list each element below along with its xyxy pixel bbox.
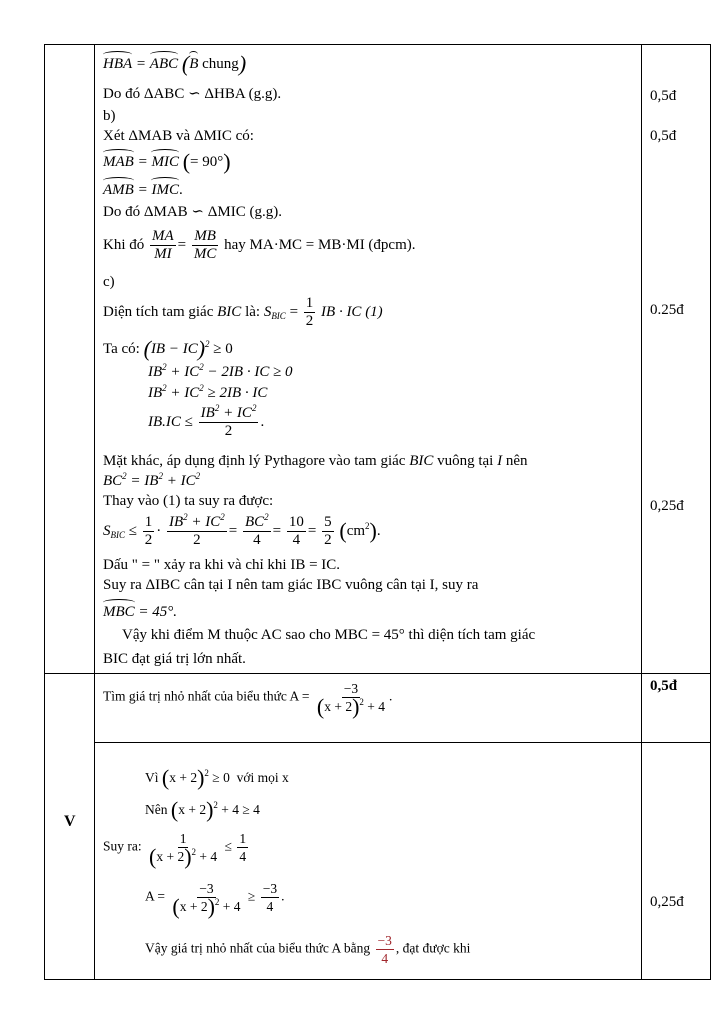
fraction-half-2: $\frac{1}{2}$: [144, 514, 153, 548]
denominator-bound: Nên $(x + 2)^2 + 4 \ge 4$: [145, 797, 260, 822]
row-divider: [94, 742, 711, 743]
consider-triangles: Xét ΔMAB và ΔMIC có:: [103, 128, 254, 144]
a-equals: A =: [145, 888, 165, 904]
fraction-a-expr: $\frac{-3}{(x + 2)^2 + 4}$: [172, 881, 241, 919]
area-bound-line: $S_{BIC}$ ≤ $\frac{1}{2}$ · $\frac{IB^2 + IC^2}{2}$ = $\frac{BC^2}{4}$ = $\frac{10}{4}$ = $\frac{5}{2}$ $(cm^2)$.: [103, 512, 381, 548]
score-5: 0,5đ: [650, 678, 678, 694]
therefore: nên: [505, 453, 528, 469]
inequality-step-2: $IB^2 + IC^2 \ge 2IB$ · IC: [148, 383, 268, 401]
reciprocal-bound: Suy ra: $\frac{1}{(x + 2)^2 + 4}$ ≤ $\frac{1}{4}$: [103, 831, 247, 869]
table-border-bottom: [44, 979, 711, 980]
fraction-sum-squares-half: $\frac{IB^2 + IC^2}{2}$: [200, 403, 257, 439]
vertex-i: I: [497, 453, 503, 469]
inequality-start: Ta có: (IB − IC)$^2$ ≥ 0: [103, 336, 233, 361]
pythagore-line: [103, 452, 528, 470]
fraction-sum-squares: $\frac{IB^2 + IC^2}{2}$: [168, 512, 225, 548]
fraction-a-definition: $\frac{-3}{(x + 2)^2 + 4}$: [316, 681, 386, 719]
min-value-text: Vậy giá trị nhỏ nhất của biểu thức A bằng: [145, 940, 371, 956]
equality-condition: Dấu " = " xảy ra khi và chỉ khi IB = IC.: [103, 557, 341, 573]
ratio-intro: Khi đó: [103, 236, 145, 253]
ratio-conclusion: hay MA·MC = MB·MI (đpcm).: [224, 236, 416, 253]
area-is: là:: [245, 303, 261, 320]
fraction-ma-mi: $\frac{MA}{MI}$: [152, 228, 174, 262]
angle-equality-line: HBA = ABC (B chung): [103, 51, 247, 76]
score-6: 0,25đ: [650, 894, 684, 910]
pythagore-intro: Mặt khác, áp dụng định lý Pythagore vào tam giác: [103, 453, 406, 469]
part-b-label: b): [103, 108, 116, 124]
table-border-right: [710, 44, 711, 980]
fraction-ten-fourths: $\frac{10}{4}$: [288, 514, 304, 548]
substitute-line: Thay vào (1) ta suy ra được:: [103, 493, 274, 509]
similarity-conclusion-b: Do đó ΔMAB ∽ ΔMIC (g.g).: [103, 204, 282, 220]
area-formula-line: Diện tích tam giác BIC là: $S_{BIC}$ = $\frac{1}{2}$ IB · IC (1): [103, 295, 383, 329]
table-border-top: [44, 44, 711, 45]
fraction-reciprocal: $\frac{1}{(x + 2)^2 + 4}$: [149, 831, 218, 869]
area-intro: Diện tích tam giác: [103, 303, 214, 320]
score-2: 0,5đ: [650, 128, 677, 144]
final-conclusion-2: BIC đạt giá trị lớn nhất.: [103, 651, 246, 667]
fraction-min-value: $\frac{-3}{4}$: [377, 933, 392, 966]
fraction-mb-mc: $\frac{MB}{MC}$: [193, 228, 217, 262]
part-c-label: c): [103, 274, 115, 290]
score-4: 0,25đ: [650, 498, 684, 514]
fraction-bc-squared: $\frac{BC^2}{4}$: [245, 512, 269, 548]
area-product: IB · IC (1): [321, 303, 383, 320]
isosceles-conclusion: Suy ra ΔIBC cân tại I nên tam giác IBC vuông cân tại I, suy ra: [103, 577, 479, 593]
fraction-five-halves: $\frac{5}{2}$: [324, 514, 332, 548]
score-3: 0.25đ: [650, 302, 684, 318]
table-divider-1: [94, 44, 95, 980]
section-v-label: V: [64, 813, 76, 830]
triangle-bic-label: BIC: [217, 303, 242, 320]
ratio-line: Khi đó $\frac{MA}{MI}$ = $\frac{MB}{MC}$ hay MA·MC = MB·MI (đpcm).: [103, 228, 416, 262]
section-divider: [44, 673, 711, 674]
angle-45-line: MBC = 45°.: [103, 600, 177, 621]
fraction-one-fourth: $\frac{1}{4}$: [239, 831, 247, 864]
achieved-when: , đạt được khi: [395, 940, 471, 956]
min-value-line: [145, 932, 470, 967]
table-border-left: [44, 44, 45, 980]
inequality-step-1: $IB^2 + IC^2 - 2IB$ · IC ≥ 0: [148, 362, 293, 380]
score-1: 0,5đ: [650, 88, 677, 104]
fraction-minus-three-fourths: $\frac{-3}{4}$: [262, 881, 278, 914]
final-conclusion-1: Vậy khi điểm M thuộc AC sao cho MBC = 45° thì diện tích tam giác: [122, 627, 536, 643]
square-nonneg: Vì $(x + 2)^2 \ge 0$ với mọi x: [145, 765, 289, 790]
a-bound: A = $\frac{-3}{(x + 2)^2 + 4}$ ≥ $\frac{-3}{4}$ .: [145, 881, 285, 919]
triangle-bic-ref: BIC: [409, 453, 434, 469]
ib-ic-leq: IB.IC ≤: [148, 413, 193, 430]
vertical-angle-equality: AMB = IMC.: [103, 178, 183, 199]
similarity-conclusion-a: Do đó ΔABC ∽ ΔHBA (g.g).: [103, 86, 282, 102]
right-angle-equality: MAB = MIC (= 90°): [103, 149, 231, 174]
task-text: Tìm giá trị nhỏ nhất của biểu thức A =: [103, 688, 310, 704]
fraction-half: $\frac{1}{2}$: [305, 295, 314, 329]
inequality-step-3: IB.IC ≤ $\frac{IB^2 + IC^2}{2}$ .: [148, 403, 265, 439]
pythagore-formula: $BC^2 = IB^2 + IC^2$: [103, 471, 201, 489]
right-at: vuông tại: [437, 453, 494, 469]
we-have: Ta có:: [103, 341, 140, 357]
section-v-task: Tìm giá trị nhỏ nhất của biểu thức A = $\frac{-3}{(x + 2)^2 + 4}$ .: [103, 681, 393, 719]
deduce-label: Suy ra:: [103, 838, 142, 854]
table-divider-2: [641, 44, 642, 980]
